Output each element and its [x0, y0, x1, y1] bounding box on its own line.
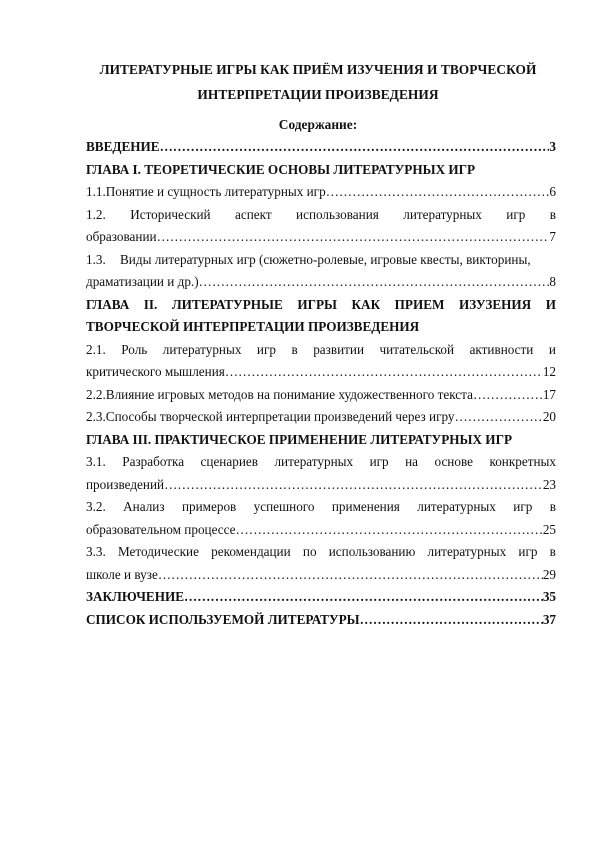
toc-page-number: 35: [542, 589, 556, 604]
toc-word: игр: [256, 341, 276, 357]
toc-leader-dots: [326, 181, 550, 204]
toc-chapter-1[interactable]: [86, 159, 556, 182]
toc-entry-label: критического мышления: [86, 364, 225, 379]
toc-entry-3-2[interactable]: [86, 496, 556, 519]
table-of-contents: [86, 136, 556, 631]
toc-word: литературных: [403, 206, 482, 222]
toc-word: активности: [469, 341, 534, 357]
toc-word: литературных: [162, 341, 242, 357]
toc-entry-label: школе и вузе: [86, 566, 158, 582]
toc-leader-dots: [157, 226, 550, 249]
toc-word: успешного: [253, 499, 315, 514]
document-title: [70, 57, 566, 107]
toc-chapter-label: ГЛАВА III. ПРАКТИЧЕСКОЕ ПРИМЕНЕНИЕ ЛИТЕРАТУРНЫХ ИГР: [86, 431, 513, 447]
toc-page-number: 12: [542, 364, 556, 379]
toc-section-number: 3.2.: [86, 499, 106, 514]
toc-leader-dots: [164, 474, 543, 497]
toc-word: ЛИТЕРАТУРНЫЕ: [171, 296, 283, 312]
toc-entry-label: Влияние игровых методов на понимание художественного текста: [105, 386, 473, 402]
toc-entry-1-2-cont[interactable]: [86, 226, 556, 249]
toc-section-number: 1.3.: [86, 251, 106, 267]
toc-word: Роль: [121, 341, 148, 357]
toc-page-number: 20: [542, 409, 556, 424]
toc-word: игр: [369, 454, 389, 469]
toc-word: использованию: [328, 544, 416, 559]
toc-leader-dots: [360, 609, 543, 632]
toc-chapter-3[interactable]: [86, 429, 556, 452]
toc-entry-2-2[interactable]: [86, 384, 556, 407]
toc-word: рекомендации: [211, 544, 291, 559]
toc-entry-label: СПИСОК ИСПОЛЬЗУЕМОЙ ЛИТЕРАТУРЫ: [86, 611, 360, 627]
toc-entry-intro[interactable]: [86, 136, 556, 159]
toc-entry-2-1-cont[interactable]: [86, 361, 556, 384]
toc-word: игр: [513, 499, 533, 514]
toc-word: игр: [506, 206, 526, 222]
toc-page-number: 8: [549, 274, 556, 289]
toc-word: литературных: [274, 454, 354, 469]
toc-leader-dots: [158, 564, 543, 587]
toc-leader-dots: [236, 519, 543, 542]
toc-leader-dots: [225, 361, 543, 384]
toc-word: ИЗУЗЕНИЯ: [459, 296, 532, 312]
toc-chapter-label: ТВОРЧЕСКОЙ ИНТЕРПРЕТАЦИИ ПРОИЗВЕДЕНИЯ: [86, 319, 420, 334]
toc-word: развитии: [313, 341, 365, 357]
toc-entry-2-3[interactable]: [86, 406, 556, 429]
title-line-1: ЛИТЕРАТУРНЫЕ ИГРЫ КАК ПРИЁМ ИЗУЧЕНИЯ И ТВОРЧЕСКОЙ: [99, 62, 537, 77]
toc-entry-1-3[interactable]: [86, 249, 556, 272]
toc-section-number: 2.2.: [86, 386, 106, 402]
toc-entry-label: ЗАКЛЮЧЕНИЕ: [86, 589, 185, 604]
toc-section-number: 2.1.: [86, 341, 106, 357]
toc-page-number: 3: [549, 139, 556, 154]
toc-entry-1-1[interactable]: [86, 181, 556, 204]
toc-word: читательской: [379, 341, 455, 357]
toc-word: сценариев: [200, 454, 258, 469]
toc-entry-label: Способы творческой интерпретации произведений через игру: [105, 409, 455, 424]
toc-entry-3-1-cont[interactable]: [86, 474, 556, 497]
toc-word: примеров: [181, 499, 237, 514]
toc-entry-label: ВВЕДЕНИЕ: [86, 139, 160, 154]
toc-word: аспект: [235, 206, 272, 222]
toc-entry-references[interactable]: [86, 609, 556, 632]
toc-section-number: 3.1.: [86, 454, 106, 469]
toc-word: в: [549, 206, 556, 222]
toc-entry-label: образовательном процессе: [86, 521, 236, 537]
toc-section-number: 1.1.: [86, 184, 106, 199]
toc-word: И: [545, 296, 556, 312]
toc-leader-dots: [160, 136, 550, 159]
toc-entry-3-3[interactable]: [86, 541, 556, 564]
toc-word: Анализ: [123, 499, 165, 514]
toc-word: игр: [518, 544, 538, 559]
toc-leader-dots: [473, 384, 543, 407]
toc-page-number: 17: [542, 386, 556, 402]
contents-heading: Содержание:: [278, 117, 358, 132]
toc-page-number: 6: [549, 184, 556, 199]
toc-entry-label: образовании: [86, 229, 157, 244]
toc-entry-label: Виды литературных игр (сюжетно-ролевые, игровые квесты, викторины,: [120, 251, 531, 267]
toc-page-number: 7: [549, 229, 556, 244]
toc-word: и: [548, 341, 556, 357]
toc-word: на: [405, 454, 419, 469]
toc-page-number: 29: [542, 566, 556, 582]
toc-word: в: [549, 544, 556, 559]
toc-entry-label: произведений: [86, 476, 165, 492]
toc-entry-label: Понятие и сущность литературных игр: [105, 184, 326, 199]
toc-section-number: 1.2.: [86, 206, 106, 222]
title-line-2: ИНТЕРПРЕТАЦИИ ПРОИЗВЕДЕНИЯ: [197, 87, 439, 102]
toc-entry-3-2-cont[interactable]: [86, 519, 556, 542]
toc-word: по: [302, 544, 317, 559]
toc-word: КАК: [351, 296, 381, 312]
toc-entry-3-1[interactable]: [86, 451, 556, 474]
toc-section-number: 2.3.: [86, 409, 106, 424]
toc-page-number: 23: [542, 476, 556, 492]
toc-page-number: 37: [542, 611, 556, 627]
toc-entry-label: драматизации и др.): [86, 274, 199, 289]
toc-entry-1-3-cont[interactable]: [86, 271, 556, 294]
toc-word: ГЛАВА: [86, 296, 130, 312]
toc-word: II.: [143, 296, 158, 312]
toc-word: ИГРЫ: [297, 296, 337, 312]
toc-word: литературных: [427, 544, 507, 559]
toc-leader-dots: [184, 586, 543, 609]
toc-word: Методические: [117, 544, 199, 559]
toc-chapter-2[interactable]: [86, 294, 556, 317]
toc-word: использования: [296, 206, 379, 222]
toc-word: литературных: [417, 499, 496, 514]
toc-entry-1-2[interactable]: [86, 204, 556, 227]
toc-leader-dots: [455, 406, 543, 429]
toc-section-number: 3.3.: [86, 544, 106, 559]
toc-word: основе: [434, 454, 473, 469]
toc-word: конкретных: [489, 454, 556, 469]
toc-word: Разработка: [122, 454, 185, 469]
toc-chapter-2-cont[interactable]: [86, 316, 556, 339]
toc-page-number: 25: [542, 521, 556, 537]
toc-chapter-label: ГЛАВА I. ТЕОРЕТИЧЕСКИЕ ОСНОВЫ ЛИТЕРАТУРНЫХ ИГР: [86, 161, 476, 177]
toc-leader-dots: [199, 271, 550, 294]
toc-word: в: [291, 341, 298, 357]
toc-word: применения: [331, 499, 400, 514]
toc-word: Исторический: [130, 206, 211, 222]
toc-entry-2-1[interactable]: [86, 339, 556, 362]
toc-word: ПРИЕМ: [394, 296, 445, 312]
toc-entry-conclusion[interactable]: [86, 586, 556, 609]
toc-entry-3-3-cont[interactable]: [86, 564, 556, 587]
toc-word: в: [549, 499, 556, 514]
